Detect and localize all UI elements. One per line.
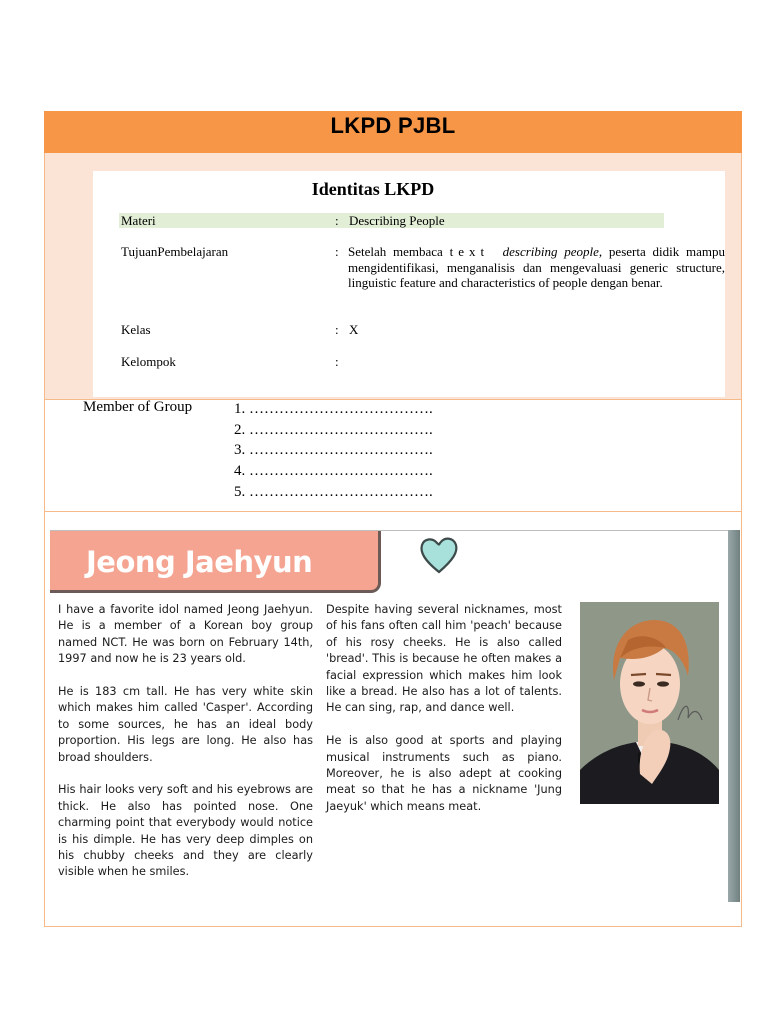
member-item: 1. ……………………………….: [234, 401, 433, 417]
member-list: [234, 399, 433, 503]
kelas-label: Kelas: [121, 322, 151, 337]
portrait-illustration: [580, 602, 719, 804]
materi-colon: :: [335, 213, 339, 228]
name-banner: [50, 531, 381, 593]
tujuan-spaced: text: [449, 244, 490, 259]
paragraph: He is also good at sports and playing musical instruments such as piano. Moreover, he is also adept at cooking meat so that he has a nickname 'Jung Jaeyuk' which means meat.: [326, 734, 562, 813]
worksheet-title: LKPD PJBL: [330, 113, 456, 138]
kelas-colon: :: [335, 322, 339, 337]
tujuan-value: [348, 244, 725, 291]
tujuan-label: TujuanPembelajaran: [121, 244, 229, 259]
paragraph: His hair looks very soft and his eyebrows are thick. He also has pointed nose. One charming point that everybody would notice is his dimple. He has very deep dimples on his chubby cheeks and they are clearly visible when he smiles.: [58, 783, 313, 879]
kelas-value: X: [349, 322, 359, 337]
tujuan-italic: describing people,: [502, 244, 603, 259]
tujuan-prefix: Setelah membaca: [348, 244, 450, 259]
kelompok-label: Kelompok: [121, 354, 176, 369]
profile-text-left: [58, 602, 313, 897]
paragraph: He is 183 cm tall. He has very white skin which makes him called 'Casper'. According to some sources, he has an ideal body proportion. His legs are long. He also has broad shoulders.: [58, 685, 313, 764]
image-right-edge: [728, 530, 740, 902]
materi-value: Describing People: [349, 213, 445, 228]
kelompok-colon: :: [335, 354, 339, 369]
portrait-image: [580, 602, 719, 804]
materi-label: Materi: [121, 213, 156, 228]
member-item: 3. ……………………………….: [234, 442, 433, 459]
tujuan-colon: :: [335, 244, 339, 259]
member-item: 2. ……………………………….: [234, 421, 433, 438]
heart-icon: [418, 535, 460, 575]
identity-title: Identitas LKPD: [311, 179, 435, 199]
member-item: 4. ……………………………….: [234, 463, 433, 480]
identity-card: [93, 171, 725, 397]
section-divider: [45, 511, 741, 512]
paragraph: I have a favorite idol named Jeong Jaehyun. He is a member of a Korean boy group named NCT. He was born on February 14th, 1997 and now he is 23 years old.: [58, 603, 313, 666]
paragraph: Despite having several nicknames, most of his fans often call him 'peach' because of his rosy cheeks. He is also called 'bread'. This is because he often makes a facial expression which makes him look like a bread. He also has a lot of talents. He can sing, rap, and dance well.: [326, 603, 562, 715]
profile-name: Jeong Jaehyun: [86, 545, 313, 579]
tujuan-rest: peserta didik mampu mengidentifikasi, menganalisis dan mengevaluasi generic structure, linguistic feature and characteristics of people dengan benar.: [348, 244, 725, 290]
profile-reading-image: [50, 530, 740, 902]
member-of-group-label: Member of Group: [83, 399, 193, 415]
profile-text-right: [326, 602, 562, 832]
worksheet-header: [44, 111, 742, 153]
member-item: 5. ……………………………….: [234, 483, 433, 500]
